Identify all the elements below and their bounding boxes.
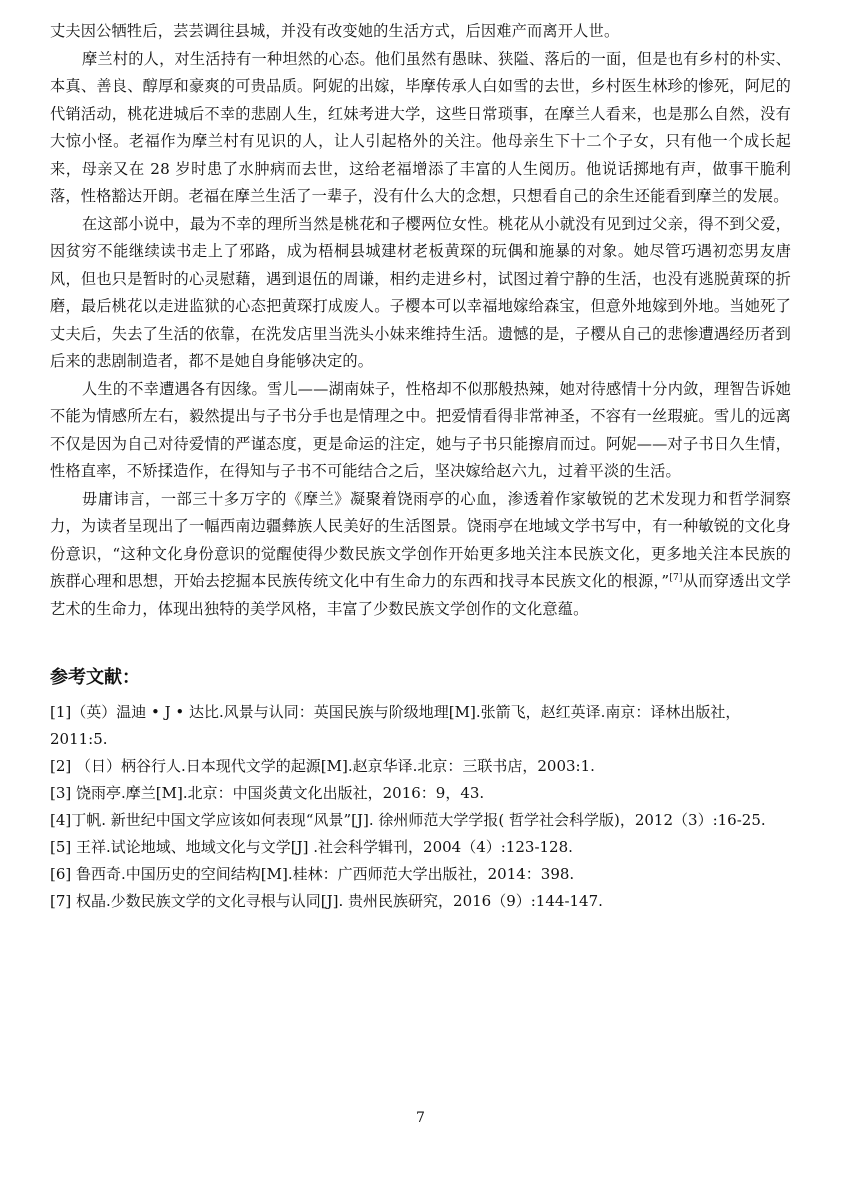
reference-item: [6] 鲁西奇.中国历史的空间结构[M].桂林：广西师范大学出版社，2014：398. bbox=[50, 865, 575, 883]
citation-marker: [7] bbox=[669, 572, 683, 583]
paragraph-life-misfortunes: 人生的不幸遭遇各有因缘。雪儿——湖南妹子，性格却不似那般热辣，她对待感情十分内敛，理智告诉她不能为情感所左右，毅然提出与子书分手也是情理之中。把爱情看得非常神圣，不容有一丝瑕疵。雪儿的远离不仅是因为自己对待爱情的严谨态度，更是命运的注定，她与子书只能擦肩而过。阿妮——对子书日久生情，性格直率，不矫揉造作，在得知与子书不可能结合之后，坚决嫁给赵六九，过着平淡的生活。 bbox=[50, 379, 791, 480]
references-list bbox=[50, 699, 791, 915]
conclusion-text-b: 从而穿透出文学艺术的生命力，体现出独特的美学风格，丰富了少数民族文学创作的文化意蕴。 bbox=[50, 572, 791, 618]
paragraph-molan-villagers: 摩兰村的人，对生活持有一种坦然的心态。他们虽然有愚昧、狭隘、落后的一面，但是也有乡村的朴实、本真、善良、醇厚和豪爽的可贵品质。阿妮的出嫁，毕摩传承人白如雪的去世，乡村医生林珍的惨死，阿尼的代销活动，桃花进城后不幸的悲剧人生，红妹考进大学，这些日常琐事，在摩兰人看来，也是那么自然，没有大惊小怪。老福作为摩兰村有见识的人，让人引起格外的关注。他母亲生下十二个子女，只有他一个成长起来，母亲又在 28 岁时患了水肿病而去世，这给老福增添了丰富的人生阅历。他说话掷地有声，做事干脆利落，性格豁达开朗。老福在摩兰生活了一辈子，没有什么大的念想，只想看自己的余生还能看到摩兰的发展。 bbox=[50, 49, 791, 205]
page-number: 7 bbox=[416, 1110, 425, 1126]
reference-item: [5] 王祥.试论地域、地域文化与文学[J] .社会科学辑刊，2004（4）:123-128. bbox=[50, 838, 573, 856]
paragraph-conclusion bbox=[50, 486, 791, 624]
paragraph-unfortunate-women: 在这部小说中，最为不幸的理所当然是桃花和子樱两位女性。桃花从小就没有见到过父亲，得不到父爱，因贫穷不能继续读书走上了邪路，成为梧桐县城建材老板黄琛的玩偶和施暴的对象。她尽管巧遇初恋男友唐风，但也只是暂时的心灵慰藉，遇到退伍的周谦，相约走进乡村，试图过着宁静的生活，也没有逃脱黄琛的折磨，最后桃花以走进监狱的心态把黄琛打成废人。子樱本可以幸福地嫁给森宝，但意外地嫁到外地。当她死了丈夫后，失去了生活的依靠，在洗发店里当洗头小妹来维持生活。遗憾的是，子樱从自己的悲惨遭遇经历者到后来的悲剧制造者，都不是她自身能够决定的。 bbox=[50, 214, 791, 370]
reference-item: [2] （日）柄谷行人.日本现代文学的起源[M].赵京华译.北京：三联书店，2003:1. bbox=[50, 757, 595, 775]
reference-item: [7] 权晶.少数民族文学的文化寻根与认同[J]. 贵州民族研究，2016（9）:144-147. bbox=[50, 892, 603, 910]
conclusion-text-a: 毋庸讳言，一部三十多万字的《摩兰》凝聚着饶雨亭的心血，渗透着作家敏锐的艺术发现力和哲学洞察力，为读者呈现出了一幅西南边疆彝族人民美好的生活图景。饶雨亭在地域文学书写中，有一种敏锐的文化身份意识，“这种文化身份意识的觉醒使得少数民族文学创作开始更多地关注本民族文化，更多地关注本民族的族群心理和思想，开始去挖掘本民族传统文化中有生命力的东西和找寻本民族文化的根源，” bbox=[50, 489, 791, 590]
reference-item: [3] 饶雨亭.摩兰[M].北京：中国炎黄文化出版社，2016：9，43. bbox=[50, 784, 485, 802]
paragraph-continuation: 丈夫因公牺牲后，芸芸调往县城，并没有改变她的生活方式，后因难产而离开人世。 bbox=[50, 22, 620, 40]
reference-item: [1]（英）温迪 • J • 达比.风景与认同：英国民族与阶级地理[M].张箭飞，赵红英译.南京：译林出版社，2011:5. bbox=[50, 703, 741, 748]
references-heading: 参考文献： bbox=[50, 667, 140, 688]
reference-item: [4]丁帆. 新世纪中国文学应该如何表现“风景”[J]. 徐州师范大学学报( 哲学社会科学版)，2012（3）:16-25. bbox=[50, 811, 766, 829]
